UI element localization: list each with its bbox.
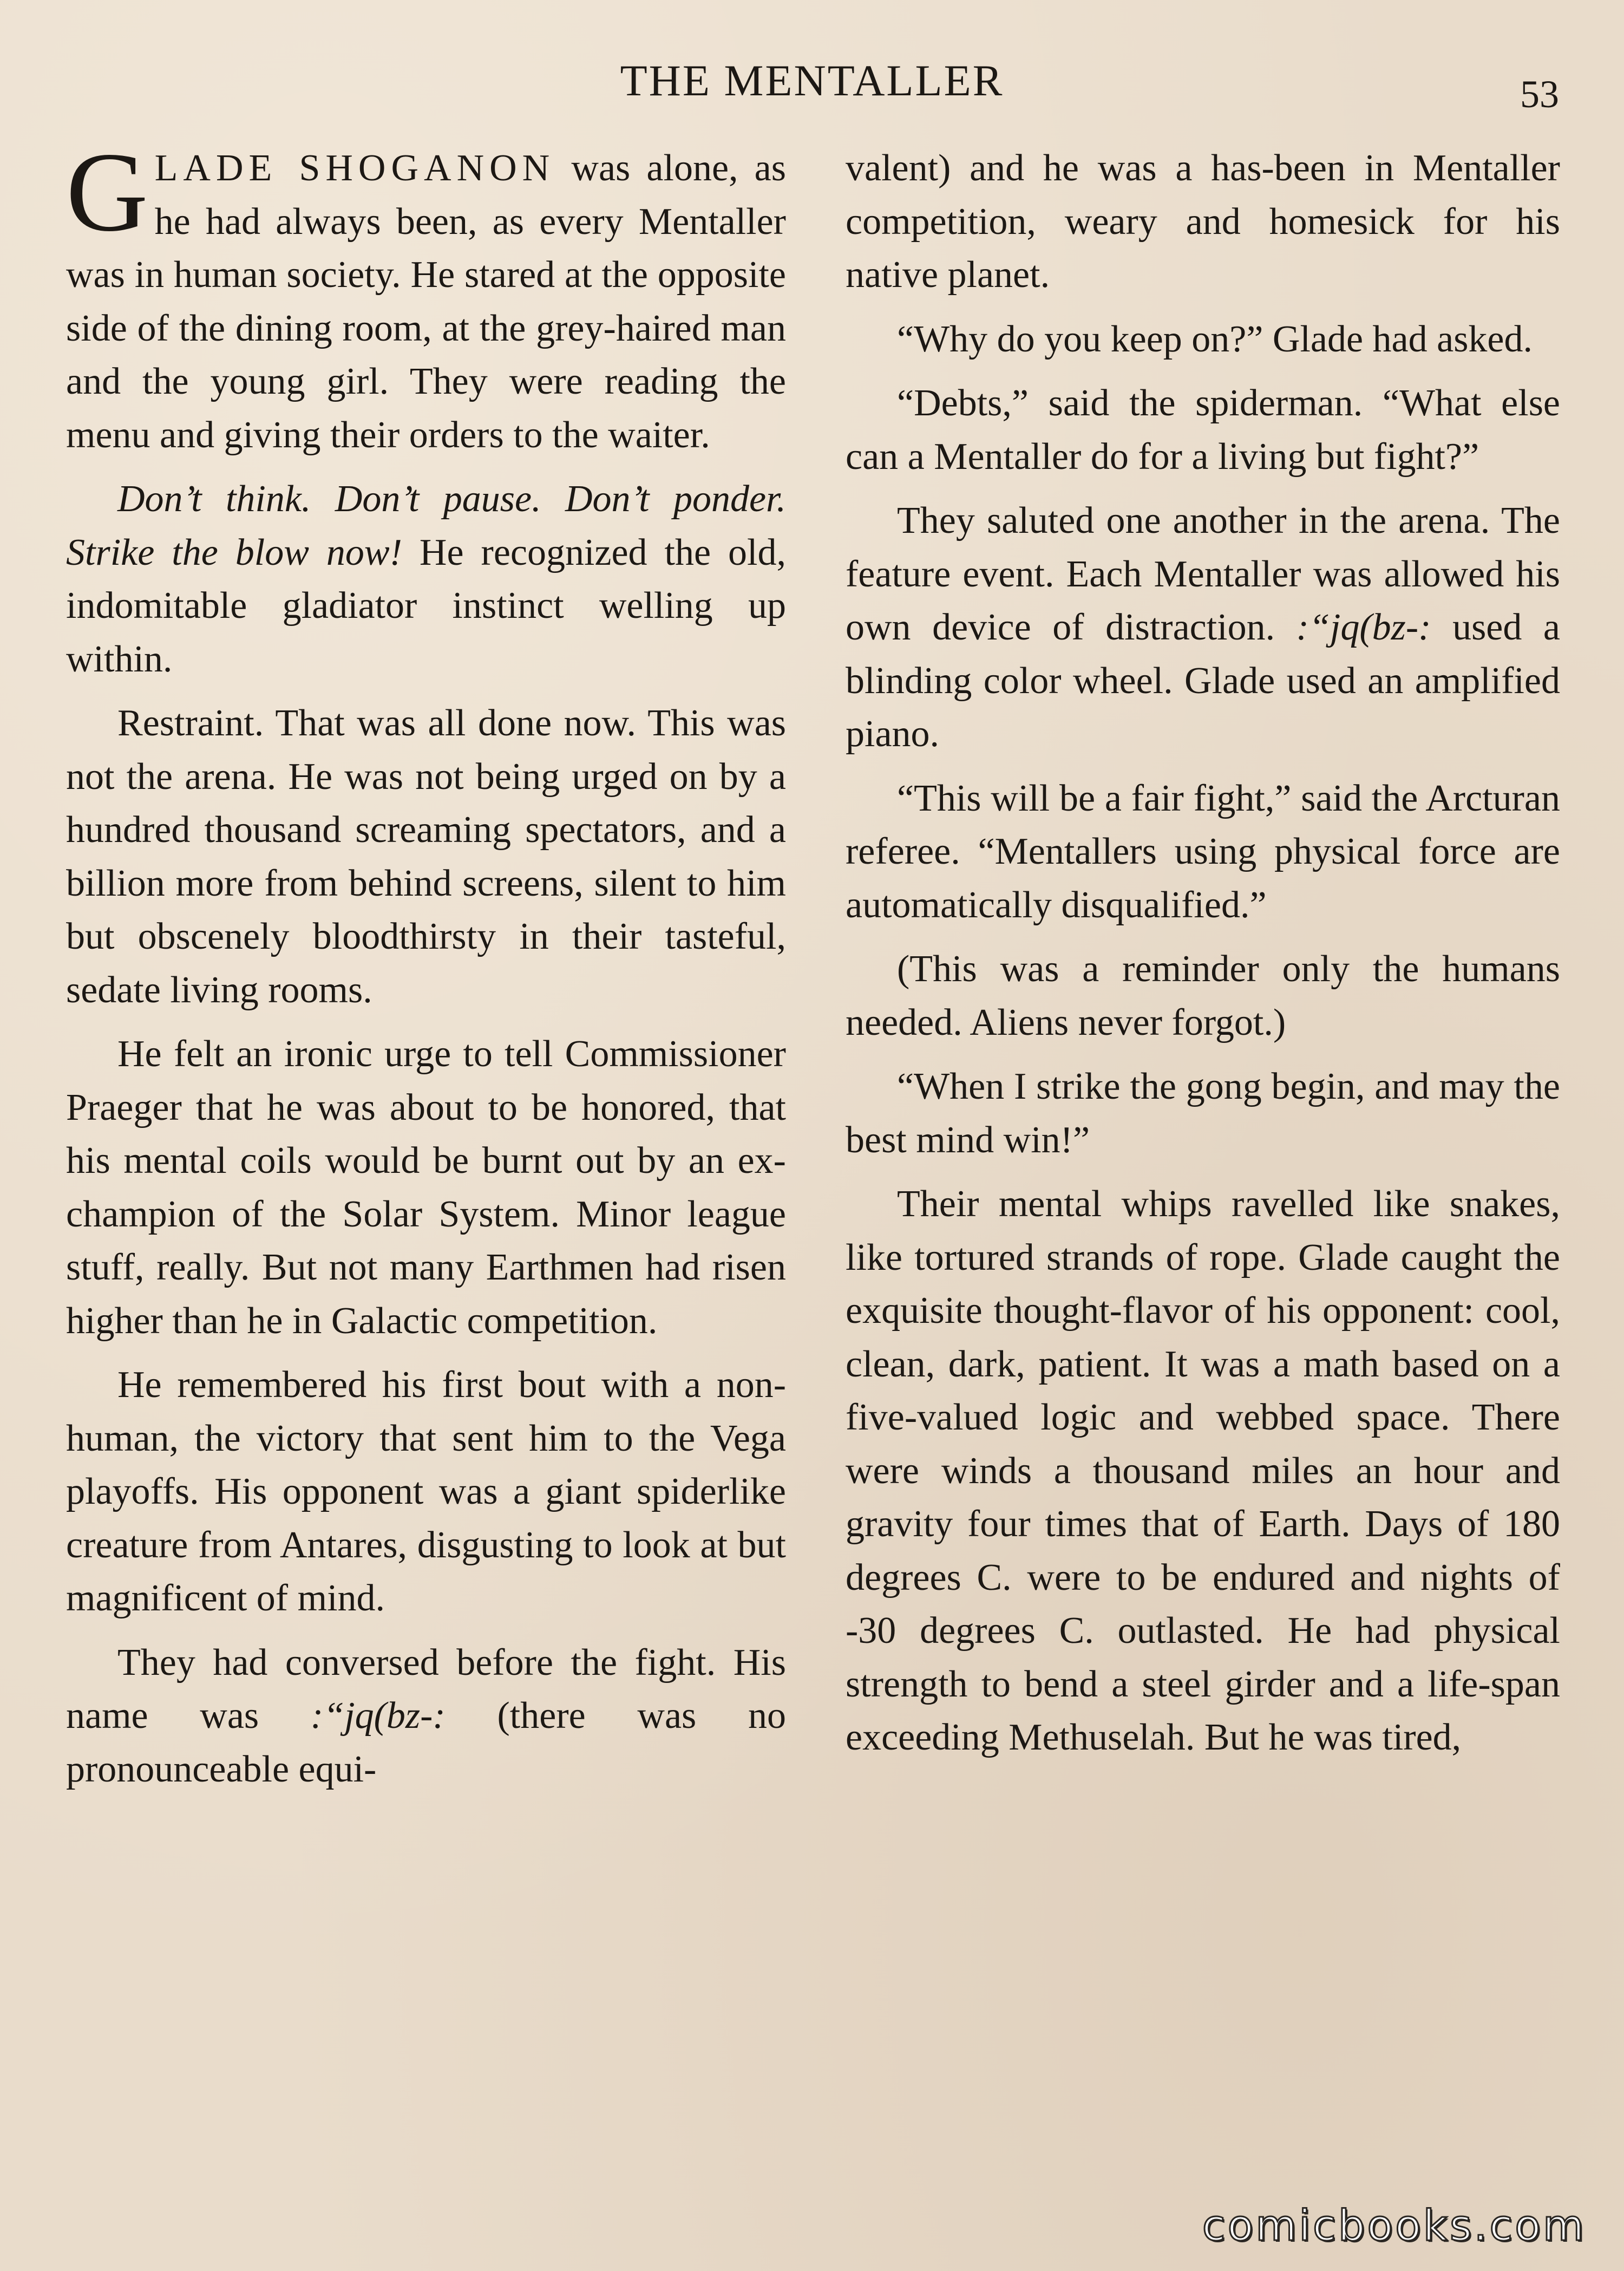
- lead-in-caps: LADE SHOGANON: [154, 147, 555, 189]
- alien-name: :“jq(bz-:: [310, 1695, 446, 1737]
- paragraph: [846, 494, 1560, 761]
- paragraph: [66, 129, 786, 462]
- paragraph: Restraint. That was all done now. This was not the arena. He was not being urged on by a hundred thousand screaming spectators, and a billion more from behind screens, silent to him but obscenely bloodthirsty in their tasteful, sedate living rooms.: [66, 702, 786, 1011]
- italic-thought: Don’t think. Don’t pause. Don’t ponder. Strike the blow now!: [66, 478, 786, 573]
- paragraph: valent) and he was a has-been in Mentaller competition, weary and homesick for his native planet.: [846, 147, 1560, 296]
- page-number: 53: [1520, 73, 1559, 116]
- paragraph-text: They saluted one another in the arena. The feature event. Each Mentaller was allowed his own device of distraction.: [846, 500, 1560, 648]
- paragraph: He felt an ironic urge to tell Commissioner Praeger that he was about to be honored, that his mental coils would be burnt out by an ex-champion of the Solar System. Minor league stuff, really. But not many Earthmen had risen higher than he in Galactic competition.: [66, 1033, 786, 1342]
- left-column: [66, 129, 786, 1807]
- paragraph: [66, 473, 786, 686]
- paragraph: “This will be a fair fight,” said the Arcturan referee. “Mentallers using physical force are automatically disqualified.”: [846, 777, 1560, 926]
- running-title: THE MENTALLER: [620, 56, 1004, 105]
- paragraph-text: used a blinding color wheel. Glade used an amplified piano.: [846, 606, 1560, 755]
- paragraph: He remembered his first bout with a non-human, the victory that sent him to the Vega playoffs. His opponent was a giant spiderlike creature from Antares, disgusting to look at but magnificent of mind.: [66, 1364, 786, 1619]
- drop-cap: G: [66, 129, 148, 255]
- right-column: [846, 142, 1560, 1776]
- alien-name: :“jq(bz-:: [1296, 606, 1431, 648]
- paragraph: “Why do you keep on?” Glade had asked.: [897, 318, 1533, 360]
- paragraph: [66, 1636, 786, 1797]
- paragraph: Their mental whips ravelled like snakes, like tortured strands of rope. Glade caught the exquisite thought-flavor of his opponent: cool, clean, dark, patient. It was a math based on a five-valued logic and webbed space. There were winds a thousand miles an hour and gravity four times that of Earth. Days of 180 degrees C. were to be endured and nights of -30 degrees C. outlasted. He had physical strength to bend a steel girder and a life-span exceeding Methuselah. But he was tired,: [846, 1183, 1560, 1758]
- paragraph: “Debts,” said the spiderman. “What else can a Mentaller do for a living but fight?”: [846, 382, 1560, 478]
- paragraph-text: They had conversed before the fight. His name was: [66, 1641, 786, 1737]
- paragraph-text: He recognized the old, indomitable gladiator instinct welling up within.: [66, 531, 786, 680]
- site-watermark: comicbooks.com: [1202, 2202, 1586, 2250]
- paragraph-text: was alone, as he had always been, as every Mentaller was in human society. He stared at the opposite side of the dining room, at the grey-haired man and the young girl. They were reading the menu and giving their orders to the waiter.: [66, 147, 786, 456]
- paragraph: “When I strike the gong begin, and may the best mind win!”: [846, 1066, 1560, 1161]
- paragraph: (This was a reminder only the humans needed. Aliens never forgot.): [846, 948, 1560, 1043]
- paragraph-text: (there was no pronounceable equi-: [66, 1695, 786, 1790]
